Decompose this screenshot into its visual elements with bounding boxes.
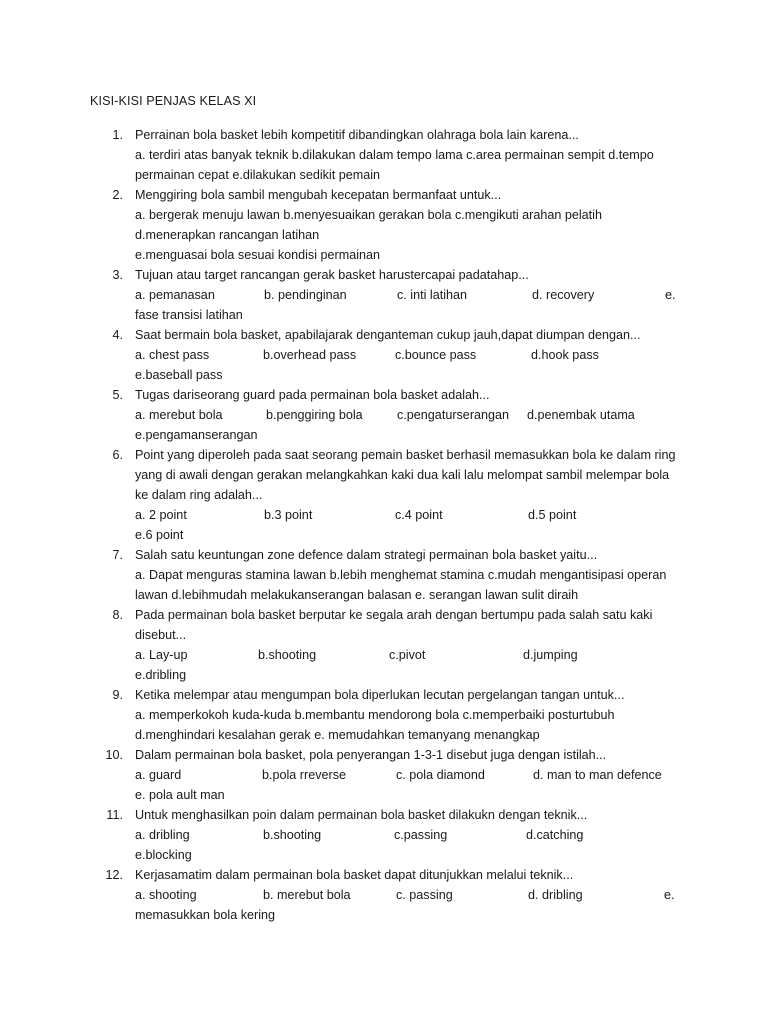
question-number: 10. <box>105 748 123 762</box>
option-line: a. bergerak menuju lawan b.menyesuaikan gerakan bola c.mengikuti arahan pelatih <box>135 208 602 222</box>
question-text: Ketika melempar atau mengumpan bola diperlukan lecutan pergelangan tangan untuk... <box>135 688 625 702</box>
question-number: 1. <box>112 128 123 142</box>
option-b: b.penggiring bola <box>266 408 363 422</box>
option-a: a. merebut bola <box>135 408 223 422</box>
option-c: c.bounce pass <box>395 348 477 362</box>
option-a: a. pemanasan <box>135 288 215 302</box>
option-d: d.hook pass <box>531 348 599 362</box>
option-b: b.3 point <box>264 508 313 522</box>
option-line: d.menghindari kesalahan gerak e. memudahkan temanyang menangkap <box>135 728 540 742</box>
option-line: a. Dapat menguras stamina lawan b.lebih menghemat stamina c.mudah mengantisipasi operan <box>135 568 667 582</box>
option-a: a. Lay-up <box>135 648 188 662</box>
option-b: b. pendinginan <box>264 288 347 302</box>
option-c: c.4 point <box>395 508 443 522</box>
option-a: a. guard <box>135 768 182 782</box>
option-e-marker: e. <box>665 288 676 302</box>
option-line: permainan cepat e.dilakukan sedikit pemain <box>135 168 381 182</box>
question-text-line: disebut... <box>135 628 187 642</box>
option-c: c. passing <box>396 888 453 902</box>
option-c: c.pengaturserangan <box>397 408 510 422</box>
option-d: d.penembak utama <box>527 408 635 422</box>
option-e: e.6 point <box>135 528 184 542</box>
option-e: e.baseball pass <box>135 368 223 382</box>
question-text: Tugas dariseorang guard pada permainan bola basket adalah... <box>135 388 490 402</box>
question-number: 3. <box>112 268 123 282</box>
question-number: 11. <box>106 808 123 822</box>
option-d: d.catching <box>526 828 584 842</box>
question-number: 12. <box>105 868 123 882</box>
option-b: b.pola rreverse <box>262 768 346 782</box>
question-text: Saat bermain bola basket, apabilajarak denganteman cukup jauh,dapat diumpan dengan... <box>135 328 641 342</box>
option-d: d. recovery <box>532 288 595 302</box>
question-number: 8. <box>112 608 123 622</box>
question-text: Salah satu keuntungan zone defence dalam strategi permainan bola basket yaitu... <box>135 548 598 562</box>
question-number: 4. <box>112 328 123 342</box>
question-text-line: Point yang diperoleh pada saat seorang pemain basket berhasil memasukkan bola ke dalam ring <box>135 448 676 462</box>
option-e: e.dribling <box>135 668 187 682</box>
option-d: d. dribling <box>528 888 583 902</box>
option-line: a. terdiri atas banyak teknik b.dilakukan dalam tempo lama c.area permainan sempit d.tempo <box>135 148 654 162</box>
question-text-line: Pada permainan bola basket berputar ke segala arah dengan bertumpu pada salah satu kaki <box>135 608 653 622</box>
option-c: c.pivot <box>389 648 426 662</box>
document-title: KISI-KISI PENJAS KELAS XI <box>90 94 257 108</box>
option-d: d.jumping <box>523 648 578 662</box>
option-b: b.overhead pass <box>263 348 357 362</box>
option-a: a. 2 point <box>135 508 187 522</box>
question-number: 7. <box>112 548 123 562</box>
option-e-marker: e. <box>664 888 675 902</box>
question-text-line: yang di awali dengan gerakan melangkahkan kaki dua kali lalu melompat sambil melempar bola <box>135 468 670 482</box>
question-text-line: ke dalam ring adalah... <box>135 488 263 502</box>
question-text: Dalam permainan bola basket, pola penyerangan 1-3-1 disebut juga dengan istilah... <box>135 748 607 762</box>
option-e: fase transisi latihan <box>135 308 243 322</box>
option-line: e.menguasai bola sesuai kondisi permainan <box>135 248 381 262</box>
option-a: a. chest pass <box>135 348 210 362</box>
question-text: Menggiring bola sambil mengubah kecepatan bermanfaat untuk... <box>135 188 502 202</box>
question-number: 2. <box>112 188 123 202</box>
question-number: 5. <box>112 388 123 402</box>
option-line: lawan d.lebihmudah melakukanserangan balasan e. serangan lawan sulit diraih <box>135 588 579 602</box>
option-e: e.blocking <box>135 848 192 862</box>
option-e: e. pola ault man <box>135 788 225 802</box>
option-a: a. dribling <box>135 828 190 842</box>
option-a: a. shooting <box>135 888 197 902</box>
option-line: d.menerapkan rancangan latihan <box>135 228 320 242</box>
option-e: e.pengamanserangan <box>135 428 258 442</box>
question-text: Tujuan atau target rancangan gerak basket harustercapai padatahap... <box>135 268 529 282</box>
option-c: c. inti latihan <box>397 288 468 302</box>
option-b: b.shooting <box>263 828 322 842</box>
question-text: Kerjasamatim dalam permainan bola basket dapat ditunjukkan melalui teknik... <box>135 868 574 882</box>
option-d: d. man to man defence <box>533 768 662 782</box>
question-number: 9. <box>112 688 123 702</box>
option-d: d.5 point <box>528 508 577 522</box>
question-text: Untuk menghasilkan poin dalam permainan bola basket dilakukn dengan teknik... <box>135 808 588 822</box>
question-text: Perrainan bola basket lebih kompetitif dibandingkan olahraga bola lain karena... <box>135 128 579 142</box>
option-c: c.passing <box>394 828 448 842</box>
option-e: memasukkan bola kering <box>135 908 276 922</box>
option-b: b. merebut bola <box>263 888 351 902</box>
question-number: 6. <box>112 448 123 462</box>
option-line: a. memperkokoh kuda-kuda b.membantu mendorong bola c.memperbaiki posturtubuh <box>135 708 615 722</box>
option-c: c. pola diamond <box>396 768 485 782</box>
option-b: b.shooting <box>258 648 317 662</box>
